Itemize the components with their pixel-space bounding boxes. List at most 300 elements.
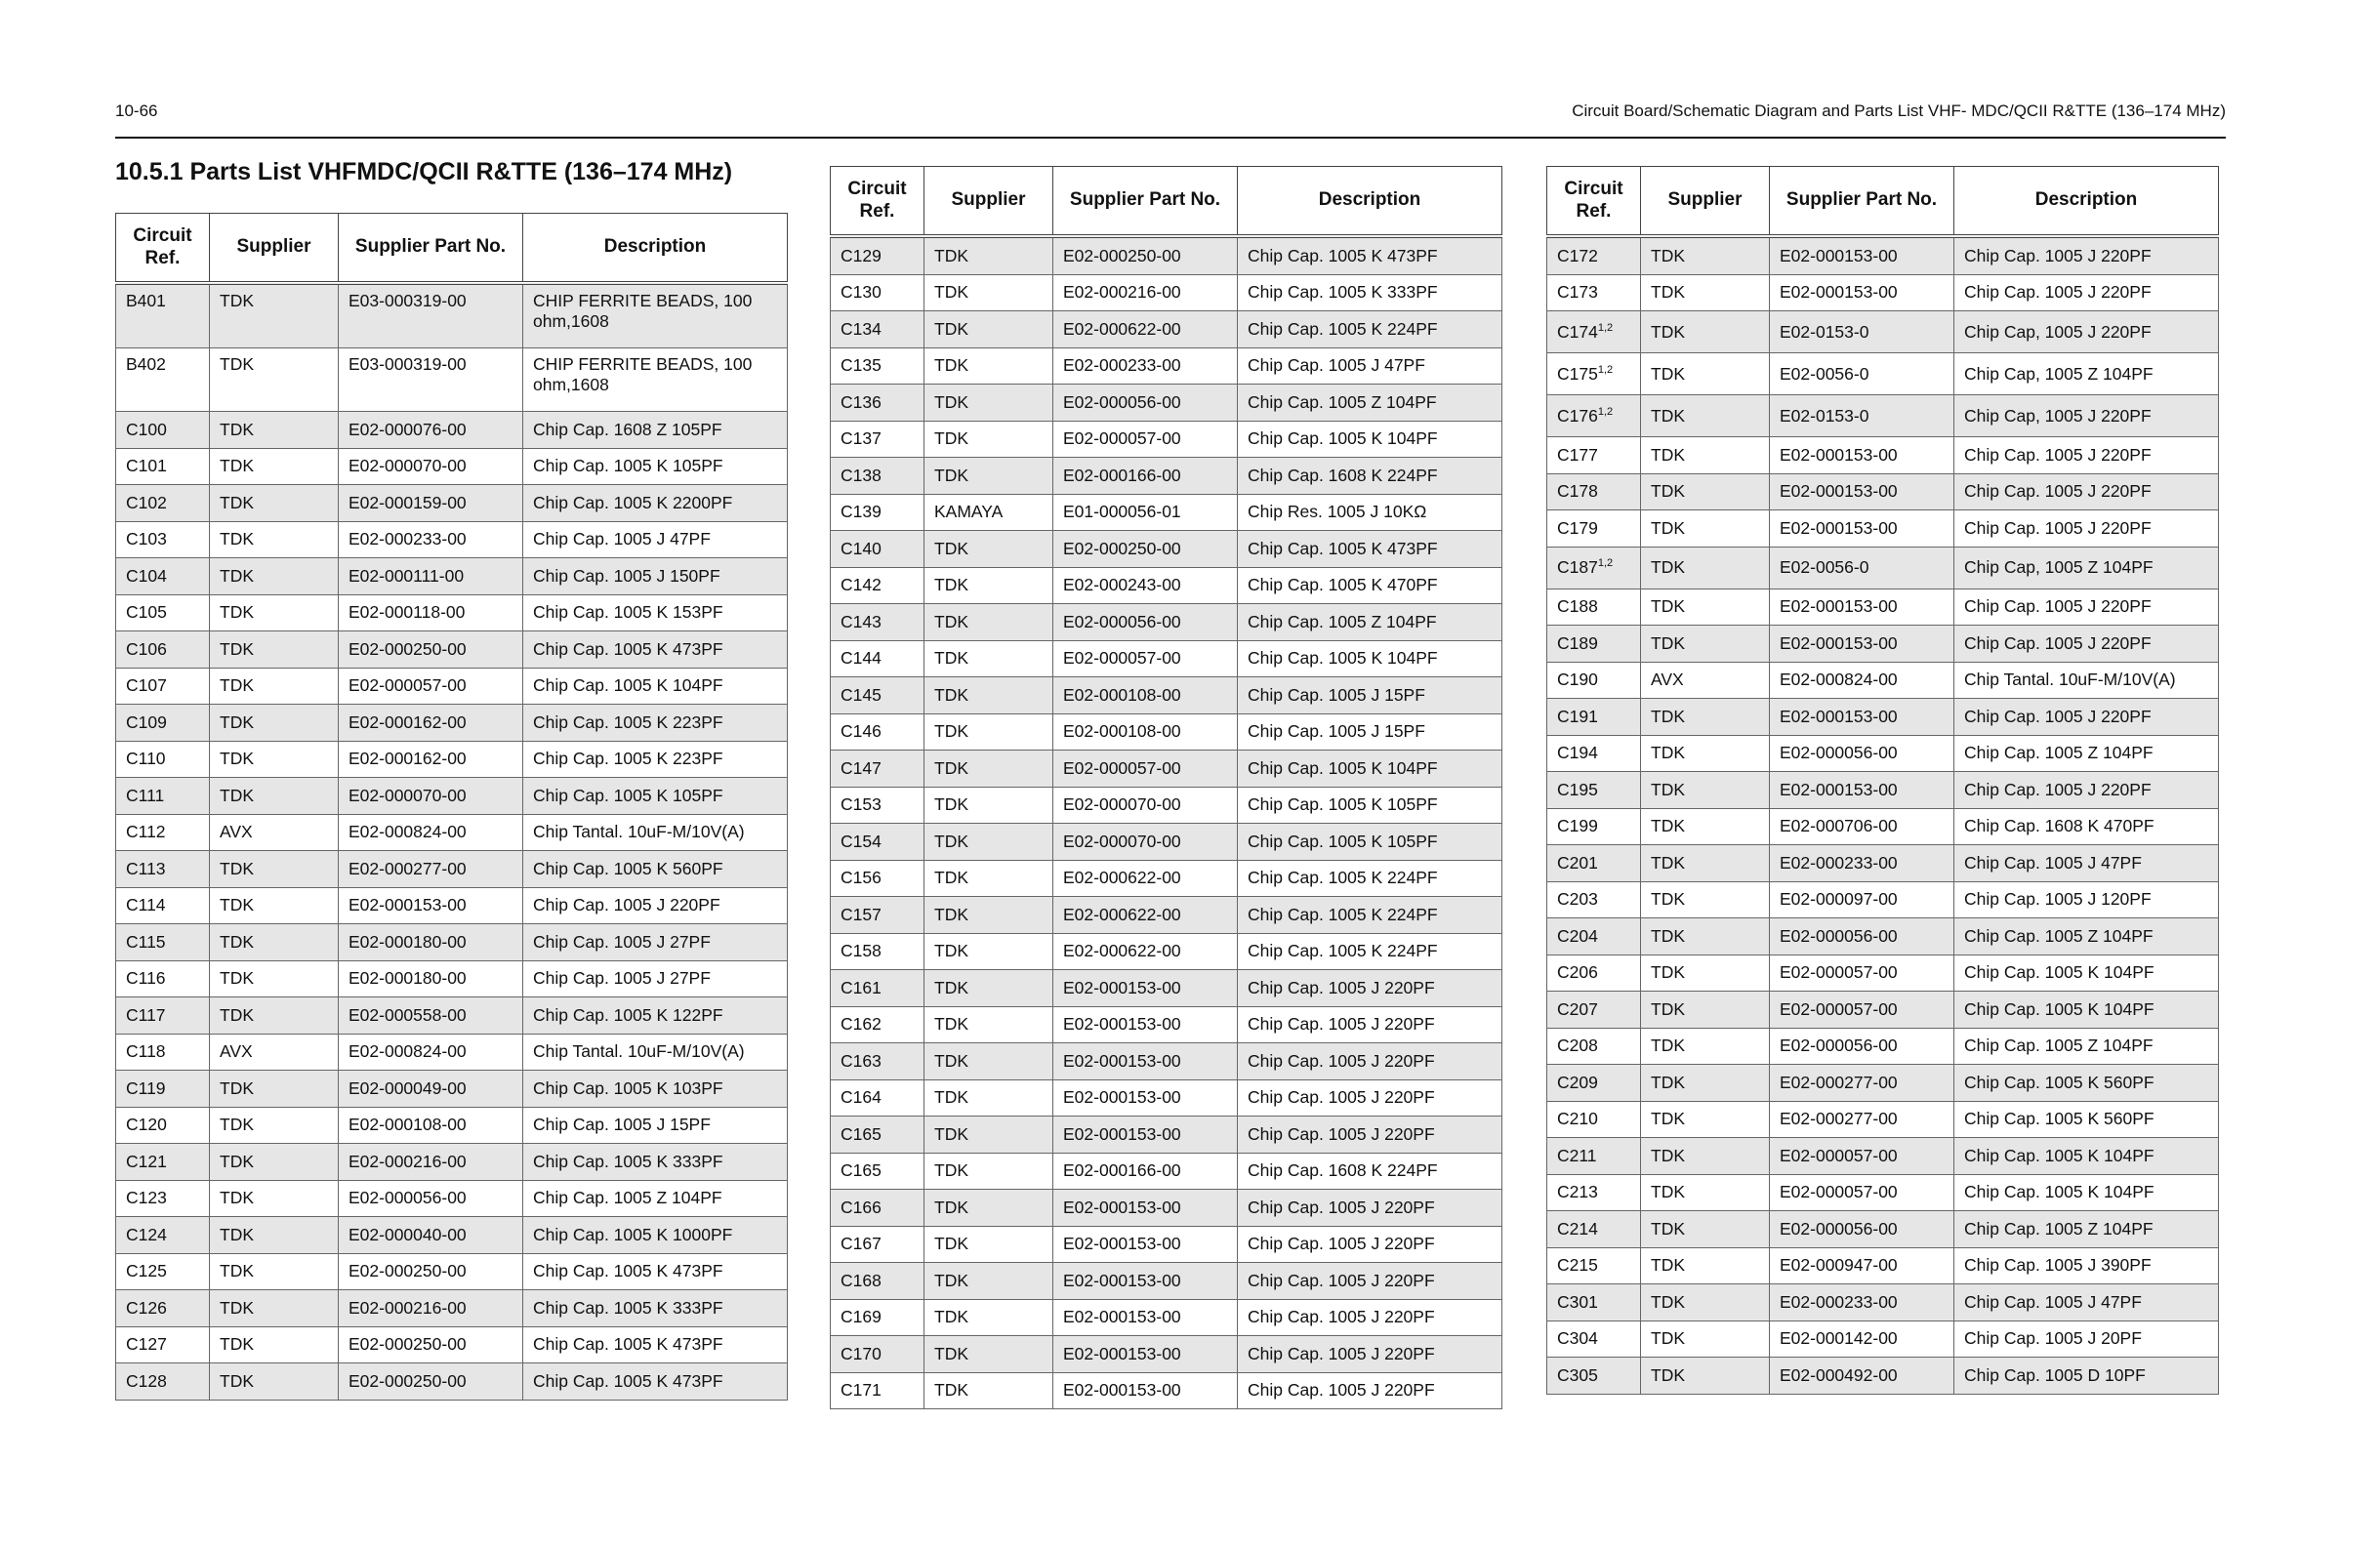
circuit-ref-text: C103 [126,529,167,549]
cell-supplier: TDK [210,1326,339,1363]
cell-circuit-ref [831,1190,924,1227]
circuit-ref-text: C207 [1557,998,1598,1019]
cell-description: Chip Cap. 1005 K 2200PF [523,485,788,522]
cell-supplier: TDK [1641,395,1770,437]
cell-description: Chip Cap. 1005 Z 104PF [523,1180,788,1217]
cell-description: Chip Cap. 1005 K 470PF [1238,567,1502,604]
circuit-ref-text: C109 [126,711,167,732]
circuit-ref-text: C106 [126,638,167,659]
cell-part-no: E02-000153-00 [1770,274,1954,311]
table-row [831,1153,1502,1190]
cell-description: Chip Cap. 1005 K 103PF [523,1071,788,1108]
cell-circuit-ref [1547,510,1641,548]
table-row [116,887,788,924]
cell-circuit-ref [116,1363,210,1401]
cell-part-no: E02-000558-00 [339,997,523,1035]
cell-part-no: E02-000076-00 [339,412,523,449]
cell-description: Chip Cap. 1005 J 220PF [1238,1372,1502,1409]
circuit-ref-text: C139 [841,502,882,522]
cell-circuit-ref [116,1290,210,1327]
cell-part-no: E02-000070-00 [1053,787,1238,824]
table-row [1547,473,2219,510]
cell-circuit-ref [116,1180,210,1217]
cell-circuit-ref [116,741,210,778]
cell-supplier: TDK [1641,510,1770,548]
circuit-ref-text: C195 [1557,779,1598,799]
cell-part-no: E02-000622-00 [1053,897,1238,934]
table-row [831,970,1502,1007]
cell-supplier: TDK [1641,955,1770,992]
circuit-ref-text: C123 [126,1188,167,1208]
cell-supplier: TDK [210,887,339,924]
cell-description: Chip Cap. 1005 K 473PF [523,631,788,669]
cell-supplier: TDK [1641,1174,1770,1211]
cell-supplier: TDK [924,531,1053,568]
cell-circuit-ref [1547,1028,1641,1065]
cell-description: Chip Cap. 1005 K 560PF [1954,1065,2219,1102]
table-row [1547,547,2219,589]
cell-supplier: TDK [210,594,339,631]
circuit-ref-text: C188 [1557,596,1598,617]
cell-description: Chip Cap. 1005 K 104PF [1954,992,2219,1029]
cell-supplier: TDK [1641,808,1770,845]
cell-description: Chip Cap. 1005 Z 104PF [1238,604,1502,641]
cell-part-no: E02-000153-00 [1053,1226,1238,1263]
cell-part-no: E02-000153-00 [1770,699,1954,736]
cell-part-no: E02-000250-00 [339,1363,523,1401]
cell-part-no: E02-000097-00 [1770,881,1954,918]
cell-part-no: E02-000056-00 [339,1180,523,1217]
cell-supplier: TDK [1641,1211,1770,1248]
cell-circuit-ref [831,1336,924,1373]
circuit-ref-text: C191 [1557,706,1598,726]
circuit-ref-text: C126 [126,1297,167,1318]
cell-description: Chip Cap. 1005 K 473PF [1238,531,1502,568]
parts-table-2-container [830,166,1502,1409]
circuit-ref-text: C164 [841,1087,882,1108]
table-row [116,778,788,815]
cell-circuit-ref [116,448,210,485]
cell-circuit-ref [116,997,210,1035]
table-row [1547,395,2219,437]
table-row [831,274,1502,311]
cell-part-no: E02-000108-00 [339,1107,523,1144]
footnote-marker: 1,2 [1597,321,1614,334]
column-header-part-no: Supplier Part No. [339,214,523,284]
cell-circuit-ref [831,458,924,495]
cell-description: Chip Cap. 1005 K 560PF [523,851,788,888]
cell-circuit-ref [831,385,924,422]
cell-description: Chip Cap. 1005 J 220PF [1238,1079,1502,1117]
cell-supplier: TDK [924,385,1053,422]
cell-supplier: TDK [210,741,339,778]
cell-part-no: E02-000622-00 [1053,311,1238,348]
circuit-ref-text: C111 [126,785,165,805]
cell-supplier: TDK [1641,845,1770,882]
cell-part-no: E02-000153-00 [1053,1117,1238,1154]
cell-part-no: E02-000824-00 [1770,662,1954,699]
cell-description: Chip Cap. 1005 J 15PF [523,1107,788,1144]
cell-supplier: TDK [210,997,339,1035]
table-row [116,924,788,961]
cell-description: Chip Cap. 1005 J 27PF [523,960,788,997]
cell-description: Chip Cap. 1005 J 220PF [1238,1226,1502,1263]
cell-supplier: TDK [1641,236,1770,274]
cell-supplier: TDK [924,274,1053,311]
cell-supplier: TDK [1641,437,1770,474]
table-row [116,631,788,669]
table-row [831,1299,1502,1336]
cell-part-no: E02-000492-00 [1770,1358,1954,1395]
cell-supplier: TDK [924,1226,1053,1263]
cell-circuit-ref [831,1006,924,1043]
cell-circuit-ref [116,851,210,888]
cell-part-no: E02-000057-00 [1053,751,1238,788]
cell-circuit-ref [831,421,924,458]
cell-circuit-ref [116,558,210,595]
cell-supplier: TDK [924,1006,1053,1043]
circuit-ref-text: C115 [126,931,166,952]
cell-circuit-ref [831,567,924,604]
cell-supplier: TDK [1641,1284,1770,1321]
circuit-ref-text: C179 [1557,517,1598,538]
cell-supplier: TDK [210,558,339,595]
cell-circuit-ref [1547,1247,1641,1284]
cell-part-no: E02-0153-0 [1770,311,1954,353]
circuit-ref-text: C206 [1557,962,1598,983]
cell-circuit-ref [1547,626,1641,663]
cell-supplier: TDK [924,1043,1053,1080]
cell-part-no: E02-000153-00 [1053,1372,1238,1409]
cell-description: Chip Cap. 1005 K 473PF [1238,236,1502,274]
circuit-ref-text: C130 [841,282,882,303]
cell-part-no: E02-000040-00 [339,1217,523,1254]
cell-part-no: E02-000070-00 [1053,824,1238,861]
parts-table-3-container [1546,166,2219,1395]
cell-description: Chip Cap, 1005 Z 104PF [1954,547,2219,589]
footnote-marker: 1,2 [1597,405,1614,418]
cell-circuit-ref [831,1043,924,1080]
cell-description: Chip Cap. 1005 K 153PF [523,594,788,631]
cell-part-no: E02-000056-00 [1770,1028,1954,1065]
cell-part-no: E02-000153-00 [339,887,523,924]
cell-part-no: E02-000108-00 [1053,677,1238,714]
cell-circuit-ref [1547,547,1641,589]
cell-circuit-ref [1547,274,1641,311]
circuit-ref-text: C166 [841,1197,882,1217]
cell-description: Chip Cap. 1005 J 220PF [1238,1006,1502,1043]
cell-description: Chip Cap. 1005 K 473PF [523,1253,788,1290]
cell-supplier: TDK [210,851,339,888]
table-row [1547,992,2219,1029]
cell-supplier: TDK [924,824,1053,861]
cell-supplier: TDK [1641,1138,1770,1175]
cell-part-no: E02-000180-00 [339,960,523,997]
cell-part-no: E02-000277-00 [339,851,523,888]
column-header-circuit-ref: Circuit Ref. [831,167,924,237]
cell-description: Chip Cap, 1005 J 220PF [1954,311,2219,353]
column-header-circuit-ref: Circuit Ref. [1547,167,1641,237]
cell-part-no: E02-000056-00 [1770,1211,1954,1248]
circuit-ref-text: C134 [841,318,882,339]
cell-part-no: E02-000057-00 [1770,1138,1954,1175]
cell-part-no: E02-000153-00 [1053,970,1238,1007]
cell-description: Chip Cap. 1005 J 220PF [1954,510,2219,548]
cell-part-no: E03-000319-00 [339,348,523,412]
cell-description: Chip Cap, 1005 Z 104PF [1954,353,2219,395]
cell-supplier: TDK [1641,353,1770,395]
table-row [1547,274,2219,311]
cell-circuit-ref [831,751,924,788]
table-row [116,668,788,705]
cell-circuit-ref [116,594,210,631]
cell-description: Chip Cap. 1005 J 15PF [1238,713,1502,751]
circuit-ref-text: C110 [126,749,166,769]
table-row [1547,626,2219,663]
cell-part-no: E02-000153-00 [1770,437,1954,474]
circuit-ref-text: C171 [841,1380,882,1401]
table-header-row [1547,167,2219,237]
cell-circuit-ref [1547,437,1641,474]
cell-circuit-ref [831,787,924,824]
circuit-ref-text: C156 [841,868,882,888]
circuit-ref-text: C209 [1557,1072,1598,1092]
table-row [831,933,1502,970]
cell-supplier: TDK [924,640,1053,677]
circuit-ref-text: C170 [841,1343,882,1363]
table-row [116,485,788,522]
table-row [1547,845,2219,882]
circuit-ref-text: C305 [1557,1364,1598,1385]
circuit-ref-text: C125 [126,1261,167,1281]
cell-supplier: TDK [210,1071,339,1108]
cell-circuit-ref [116,485,210,522]
circuit-ref-text: C165 [841,1123,882,1144]
circuit-ref-text: C175 [1557,363,1598,384]
cell-supplier: TDK [210,631,339,669]
cell-part-no: E02-000824-00 [339,814,523,851]
circuit-ref-text: C215 [1557,1255,1598,1276]
cell-description: Chip Cap. 1005 K 473PF [523,1363,788,1401]
cell-part-no: E02-000153-00 [1053,1006,1238,1043]
table-row [831,421,1502,458]
cell-part-no: E02-000153-00 [1053,1336,1238,1373]
cell-circuit-ref [1547,311,1641,353]
cell-circuit-ref [116,705,210,742]
circuit-ref-text: C104 [126,565,167,586]
cell-supplier: TDK [1641,589,1770,626]
table-row [1547,808,2219,845]
table-row [1547,1211,2219,1248]
cell-supplier: TDK [1641,1321,1770,1358]
table-row [116,960,788,997]
cell-circuit-ref [1547,1174,1641,1211]
table-row [116,705,788,742]
table-row [116,814,788,851]
circuit-ref-text: C118 [126,1041,166,1062]
cell-description: Chip Cap. 1005 J 27PF [523,924,788,961]
cell-circuit-ref [1547,772,1641,809]
cell-supplier: TDK [210,668,339,705]
cell-description: Chip Cap. 1005 J 47PF [1954,845,2219,882]
cell-part-no: E02-000153-00 [1053,1043,1238,1080]
circuit-ref-text: C199 [1557,816,1598,836]
circuit-ref-text: C154 [841,831,882,851]
cell-circuit-ref [1547,1358,1641,1395]
cell-circuit-ref [831,860,924,897]
cell-supplier: AVX [210,1034,339,1071]
circuit-ref-text: C128 [126,1370,167,1391]
cell-description: Chip Cap. 1005 K 104PF [1238,421,1502,458]
cell-part-no: E02-000233-00 [1770,1284,1954,1321]
table-row [831,1190,1502,1227]
cell-supplier: TDK [1641,311,1770,353]
circuit-ref-text: C178 [1557,481,1598,502]
cell-description: Chip Cap. 1005 D 10PF [1954,1358,2219,1395]
cell-part-no: E02-000153-00 [1770,473,1954,510]
cell-supplier: TDK [924,677,1053,714]
cell-part-no: E02-000056-00 [1053,385,1238,422]
circuit-ref-text: C105 [126,602,167,623]
page-number: 10-66 [115,102,158,120]
cell-part-no: E02-000057-00 [1053,640,1238,677]
table-row [1547,311,2219,353]
table-row [116,1217,788,1254]
cell-description: Chip Cap. 1005 K 224PF [1238,860,1502,897]
table-row [116,1290,788,1327]
cell-description: Chip Cap. 1005 J 47PF [523,521,788,558]
table-row [116,594,788,631]
circuit-ref-text: C121 [126,1151,167,1171]
cell-part-no: E02-000233-00 [1053,347,1238,385]
cell-circuit-ref [831,1153,924,1190]
cell-description: Chip Cap. 1005 K 104PF [1954,1138,2219,1175]
cell-supplier: TDK [210,1144,339,1181]
cell-description: Chip Cap. 1005 K 104PF [1238,751,1502,788]
cell-supplier: TDK [210,521,339,558]
cell-circuit-ref [1547,1321,1641,1358]
cell-part-no: E02-000180-00 [339,924,523,961]
cell-description: Chip Cap. 1005 J 220PF [1954,274,2219,311]
cell-circuit-ref [1547,881,1641,918]
cell-part-no: E02-000706-00 [1770,808,1954,845]
circuit-ref-text: C147 [841,757,882,778]
table-row [831,494,1502,531]
cell-description: Chip Cap. 1005 K 224PF [1238,311,1502,348]
circuit-ref-text: C114 [126,895,166,915]
column-header-part-no: Supplier Part No. [1770,167,1954,237]
table-row [831,604,1502,641]
parts-table-1-container [115,213,788,1401]
cell-supplier: TDK [1641,992,1770,1029]
cell-part-no: E02-000153-00 [1770,236,1954,274]
cell-part-no: E02-000622-00 [1053,860,1238,897]
cell-circuit-ref [1547,589,1641,626]
cell-part-no: E02-000824-00 [339,1034,523,1071]
section-title: 10.5.1 Parts List VHFMDC/QCII R&TTE (136–174 MHz) [115,158,733,185]
cell-supplier: AVX [210,814,339,851]
circuit-ref-text: C201 [1557,852,1598,873]
cell-description: Chip Cap. 1005 K 224PF [1238,897,1502,934]
cell-circuit-ref [116,631,210,669]
cell-description: Chip Cap. 1005 J 220PF [1954,772,2219,809]
circuit-ref-text: C167 [841,1234,882,1254]
circuit-ref-text: C208 [1557,1036,1598,1056]
cell-description: Chip Cap. 1005 J 220PF [1238,1263,1502,1300]
table-row [831,897,1502,934]
cell-part-no: E02-000166-00 [1053,458,1238,495]
circuit-ref-text: C194 [1557,743,1598,763]
cell-part-no: E02-000250-00 [339,631,523,669]
cell-circuit-ref [831,897,924,934]
circuit-ref-text: C169 [841,1307,882,1327]
cell-circuit-ref [116,348,210,412]
table-row [831,1226,1502,1263]
cell-part-no: E02-000622-00 [1053,933,1238,970]
cell-circuit-ref [116,668,210,705]
cell-part-no: E02-0056-0 [1770,353,1954,395]
cell-circuit-ref [1547,236,1641,274]
cell-supplier: TDK [924,751,1053,788]
cell-description: Chip Cap. 1005 K 224PF [1238,933,1502,970]
cell-supplier: TDK [924,713,1053,751]
footnote-marker: 1,2 [1597,557,1614,570]
parts-table-1 [115,213,788,1401]
cell-supplier: AVX [1641,662,1770,699]
cell-description: Chip Cap. 1005 K 223PF [523,705,788,742]
cell-supplier: TDK [924,347,1053,385]
circuit-ref-text: C112 [126,822,166,842]
cell-description: Chip Cap. 1608 Z 105PF [523,412,788,449]
cell-circuit-ref [1547,992,1641,1029]
circuit-ref-text: C203 [1557,889,1598,910]
table-row [1547,918,2219,955]
circuit-ref-text: C124 [126,1224,167,1244]
table-row [831,787,1502,824]
table-row [1547,699,2219,736]
cell-description: Chip Cap. 1608 K 224PF [1238,1153,1502,1190]
cell-circuit-ref [116,1217,210,1254]
cell-circuit-ref [831,531,924,568]
cell-supplier: TDK [924,787,1053,824]
table-row [1547,510,2219,548]
cell-supplier: TDK [924,1153,1053,1190]
table-row [831,347,1502,385]
cell-description: Chip Cap. 1005 K 105PF [1238,824,1502,861]
cell-part-no: E02-000216-00 [339,1144,523,1181]
table-row [831,1043,1502,1080]
circuit-ref-text: C204 [1557,925,1598,946]
cell-description: Chip Cap. 1005 K 104PF [1238,640,1502,677]
cell-circuit-ref [831,824,924,861]
cell-circuit-ref [116,1071,210,1108]
cell-description: Chip Cap. 1005 J 220PF [1954,626,2219,663]
table-row [116,851,788,888]
table-row [116,997,788,1035]
cell-part-no: E02-000233-00 [1770,845,1954,882]
cell-supplier: TDK [924,970,1053,1007]
cell-description: Chip Cap. 1005 Z 104PF [1238,385,1502,422]
column-header-description: Description [1238,167,1502,237]
cell-description: CHIP FERRITE BEADS, 100 ohm,1608 [523,348,788,412]
cell-circuit-ref [831,713,924,751]
circuit-ref-text: C135 [841,355,882,376]
cell-supplier: TDK [210,1290,339,1327]
circuit-ref-text: B401 [126,291,166,310]
table-row [831,458,1502,495]
cell-supplier: TDK [210,485,339,522]
cell-part-no: E02-000070-00 [339,448,523,485]
